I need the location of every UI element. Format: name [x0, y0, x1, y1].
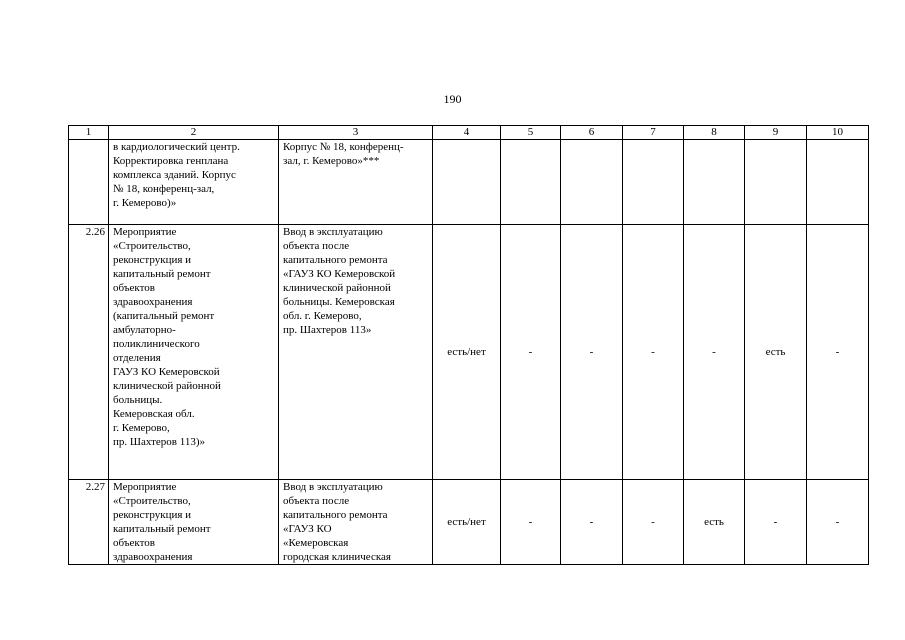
value-cell: -	[501, 225, 561, 480]
value-cell	[623, 140, 684, 225]
page-number: 190	[443, 92, 462, 106]
value-cell: -	[623, 225, 684, 480]
result-cell: Ввод в эксплуатацию объекта после капитального ремонта «ГАУЗ КО «Кемеровская городская клиническая	[279, 480, 433, 565]
result-cell: Корпус № 18, конференц- зал, г. Кемерово»***	[279, 140, 433, 225]
value-cell	[745, 140, 807, 225]
column-header: 5	[501, 126, 561, 140]
column-header: 6	[561, 126, 623, 140]
column-header: 1	[69, 126, 109, 140]
value-cell: -	[684, 225, 745, 480]
column-header: 10	[807, 126, 869, 140]
value-cell: есть/нет	[433, 480, 501, 565]
event-cell: в кардиологический центр. Корректировка генплана комплекса зданий. Корпус № 18, конференц-зал, г. Кемерово)»	[109, 140, 279, 225]
column-header: 2	[109, 126, 279, 140]
value-cell	[684, 140, 745, 225]
column-header: 3	[279, 126, 433, 140]
result-cell: Ввод в эксплуатацию объекта после капитального ремонта «ГАУЗ КО Кемеровской клинической районной больницы. Кемеровская обл. г. Кемерово, пр. Шахтеров 113»	[279, 225, 433, 480]
value-cell: -	[807, 480, 869, 565]
value-cell: есть/нет	[433, 225, 501, 480]
value-cell	[561, 140, 623, 225]
value-cell: есть	[745, 225, 807, 480]
event-cell: Мероприятие «Строительство, реконструкция и капитальный ремонт объектов здравоохранения (капитальный ремонт амбулаторно- поликлинического отделения ГАУЗ КО Кемеровской клинической районной больницы. Кемеровская обл. г. Кемерово, пр. Шахтеров 113)»	[109, 225, 279, 480]
value-cell	[807, 140, 869, 225]
indicator-table	[68, 125, 869, 565]
value-cell	[501, 140, 561, 225]
column-header: 7	[623, 126, 684, 140]
value-cell: есть	[684, 480, 745, 565]
table-header-row	[69, 126, 869, 140]
value-cell: -	[561, 480, 623, 565]
row-number: 2.26	[69, 225, 109, 480]
value-cell: -	[501, 480, 561, 565]
table-row	[69, 225, 869, 480]
table-row	[69, 140, 869, 225]
row-number	[69, 140, 109, 225]
row-number: 2.27	[69, 480, 109, 565]
column-header: 8	[684, 126, 745, 140]
value-cell	[433, 140, 501, 225]
table-row	[69, 480, 869, 565]
column-header: 4	[433, 126, 501, 140]
value-cell: -	[807, 225, 869, 480]
value-cell: -	[623, 480, 684, 565]
event-cell: Мероприятие «Строительство, реконструкция и капитальный ремонт объектов здравоохранения	[109, 480, 279, 565]
value-cell: -	[745, 480, 807, 565]
column-header: 9	[745, 126, 807, 140]
value-cell: -	[561, 225, 623, 480]
